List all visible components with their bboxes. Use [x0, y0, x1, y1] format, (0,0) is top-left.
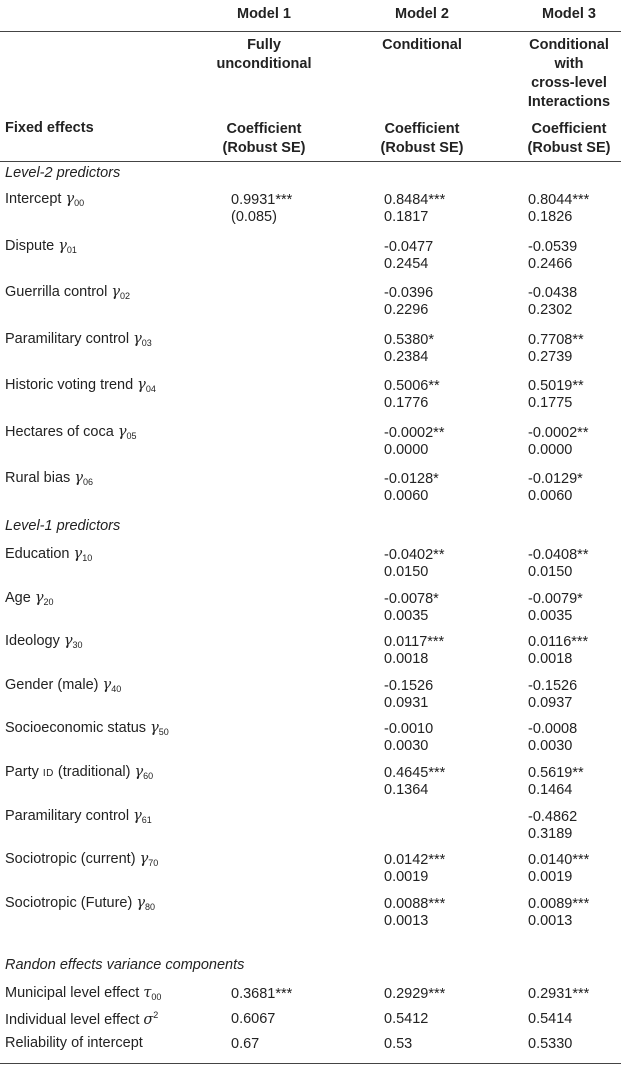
model-1-value: 0.6067 [231, 1011, 276, 1027]
model-2-value: 0.53 [384, 1036, 413, 1052]
value-line: 0.8044*** [528, 192, 590, 208]
symbol-subscript: 04 [145, 384, 156, 394]
value-line: 0.1775 [528, 395, 573, 411]
row-label: Dispute $\gamma_{01}$ [5, 237, 77, 255]
value-line: 0.5619** [528, 765, 584, 781]
model-3-value [528, 809, 577, 843]
symbol-subscript: 60 [143, 771, 154, 781]
row-label: Paramilitary control $\gamma_{03}$ [5, 330, 152, 348]
row-label: Sociotropic (current) $\gamma_{70}$ [5, 851, 159, 869]
row-label: Individual level effect $\sigma^2$ [5, 1010, 159, 1028]
model-3-value [528, 192, 589, 226]
model-3-value [528, 425, 588, 459]
symbol-subscript: 01 [66, 244, 77, 255]
row-label: Intercept $\gamma_{00}$ [5, 191, 85, 208]
model-1-description [214, 36, 314, 74]
value-line: -0.0396 [384, 285, 434, 301]
model-3-description [523, 36, 615, 112]
model-3-value: 0.2931*** [528, 986, 590, 1002]
value-line: 0.0035 [384, 607, 429, 624]
model-2-value [384, 721, 433, 755]
greek-symbol: γ [150, 720, 159, 737]
row-label: Sociotropic (Future) $\gamma_{80}$ [5, 894, 156, 912]
value-line: -0.0010 [384, 721, 434, 738]
model-3-desc-line: with [554, 56, 584, 72]
value-line: -0.0408** [528, 547, 589, 563]
bottom-rule [0, 1063, 621, 1064]
value-line: 0.0013 [384, 912, 429, 929]
value-line: -0.0402** [384, 547, 445, 563]
model-2-value [384, 547, 444, 581]
value-line: 0.2384 [384, 348, 429, 365]
greek-symbol: γ [117, 423, 127, 440]
model-3-desc-line: Conditional [529, 37, 609, 53]
fixed-effects-label: Fixed effects [5, 120, 94, 136]
value-line: 0.1817 [384, 209, 429, 225]
value-line: -0.0128* [384, 471, 439, 487]
model-2-value [384, 332, 434, 366]
symbol-superscript: 2 [153, 1010, 159, 1020]
row-label: Guerrilla control $\gamma_{02}$ [5, 284, 131, 301]
value-line: 0.0018 [528, 651, 573, 668]
value-line: 0.5380* [384, 331, 434, 348]
greek-symbol: σ [143, 1011, 154, 1028]
symbol-subscript: 06 [82, 477, 93, 487]
value-line: 0.0018 [384, 651, 429, 668]
model-2-value [384, 591, 439, 625]
greek-symbol: γ [102, 676, 112, 693]
value-line: 0.5019** [528, 378, 584, 394]
value-line: -0.1526 [528, 677, 578, 694]
row-label: Paramilitary control $\gamma_{61}$ [5, 807, 152, 825]
coef-label: Coefficient [531, 121, 607, 137]
model-2-value [384, 239, 433, 273]
model-2-value [384, 378, 440, 412]
value-line: 0.0000 [528, 441, 573, 458]
header-rule [0, 31, 621, 32]
model-3-value: 0.5414 [528, 1011, 573, 1027]
model-3-value: 0.5330 [528, 1036, 573, 1052]
value-line: 0.2739 [528, 348, 573, 365]
model-3-value [528, 896, 589, 930]
greek-symbol: γ [136, 894, 146, 911]
symbol-subscript: 50 [158, 727, 169, 738]
model-2-value [384, 634, 444, 668]
value-line: -0.0078* [384, 590, 439, 607]
value-line: 0.0117*** [384, 634, 445, 651]
model-3-header: Model 3 [542, 6, 596, 22]
section-level2: Level-2 predictors [5, 165, 121, 181]
row-label: Hectares of coca $\gamma_{05}$ [5, 423, 137, 441]
section-level1: Level-1 predictors [5, 518, 121, 534]
coef-label: Coefficient [384, 121, 460, 137]
greek-symbol: γ [134, 764, 144, 780]
value-line: 0.0019 [528, 869, 573, 886]
value-line: -0.4862 [528, 808, 578, 825]
symbol-subscript: 10 [82, 553, 93, 563]
model-2-value [384, 425, 444, 459]
coef-label: Coefficient [226, 121, 302, 137]
model-2-value [384, 471, 439, 505]
model-1-value: 0.3681*** [231, 986, 293, 1002]
model-3-value [528, 852, 589, 886]
row-label: Ideology $\gamma_{30}$ [5, 633, 83, 651]
value-line: -0.0129* [528, 471, 583, 487]
greek-symbol: γ [58, 237, 67, 254]
model-1-desc-line: unconditional [216, 56, 312, 72]
model-2-value [384, 285, 433, 319]
value-line: 0.0060 [528, 488, 573, 504]
model-1-desc-line: Fully [247, 37, 281, 53]
value-line: 0.3189 [528, 825, 573, 842]
value-line: -0.0477 [384, 238, 434, 255]
value-line: 0.0030 [528, 738, 573, 755]
symbol-subscript: 00 [74, 198, 85, 208]
value-line: 0.0142*** [384, 852, 446, 869]
value-line: -0.0079* [528, 590, 583, 607]
model-2-value: 0.2929*** [384, 986, 446, 1002]
greek-symbol: γ [133, 330, 142, 347]
value-line: 0.0030 [384, 738, 429, 755]
columns-rule [0, 161, 621, 162]
greek-symbol: γ [139, 851, 149, 868]
row-label: Rural bias $\gamma_{06}$ [5, 470, 93, 487]
value-line: 0.1364 [384, 782, 429, 798]
model-1-value [231, 192, 292, 226]
model-1-value: 0.67 [231, 1036, 260, 1052]
se-label: (Robust SE) [380, 140, 464, 156]
symbol-subscript: 03 [141, 337, 152, 348]
value-line: -0.0539 [528, 238, 578, 255]
value-line: -0.1526 [384, 677, 434, 694]
value-line: 0.0931 [384, 694, 429, 711]
greek-symbol: γ [63, 633, 73, 650]
model-2-value [384, 896, 445, 930]
model-3-value [528, 332, 584, 366]
value-line: 0.0035 [528, 607, 573, 624]
greek-symbol: γ [74, 470, 83, 486]
value-line: 0.7708** [528, 331, 584, 348]
model-3-value [528, 378, 584, 412]
symbol-subscript: 05 [126, 430, 137, 441]
symbol-subscript: 61 [141, 814, 152, 825]
model-3-value [528, 285, 577, 319]
symbol-subscript: 02 [120, 291, 131, 301]
value-line: 0.1776 [384, 395, 429, 411]
value-line: -0.0002** [528, 424, 589, 441]
symbol-subscript: 40 [111, 683, 122, 694]
row-label: Historic voting trend $\gamma_{04}$ [5, 377, 156, 394]
value-line: 0.2466 [528, 255, 573, 272]
model-3-value [528, 471, 583, 505]
symbol-subscript: 20 [43, 596, 54, 607]
value-line: -0.0438 [528, 285, 578, 301]
greek-symbol: γ [111, 284, 121, 300]
symbol-subscript: 80 [145, 901, 156, 912]
model-1-coef-header [214, 120, 314, 158]
greek-symbol: γ [65, 191, 75, 207]
greek-symbol: γ [133, 807, 142, 824]
value-line: 0.2302 [528, 302, 573, 318]
model-2-value [384, 765, 445, 799]
row-label: Party ID (traditional) $\gamma_{60}$ [5, 764, 154, 781]
model-2-desc-line: Conditional [382, 37, 462, 53]
greek-symbol: γ [73, 546, 83, 562]
model-3-value [528, 678, 577, 712]
row-label: Socioeconomic status $\gamma_{50}$ [5, 720, 169, 738]
value-line: 0.0089*** [528, 895, 590, 912]
value-line: 0.0140*** [528, 852, 590, 869]
value-line: 0.0150 [528, 564, 573, 580]
model-2-value: 0.5412 [384, 1011, 429, 1027]
model-1-header: Model 1 [237, 6, 291, 22]
value-line: 0.5006** [384, 378, 440, 394]
value-line: (0.085) [231, 209, 277, 225]
model-2-value [384, 678, 433, 712]
symbol-subscript: 70 [148, 858, 159, 869]
model-3-value [528, 239, 577, 273]
symbol-subscript: 00 [151, 992, 162, 1002]
value-line: 0.8484*** [384, 192, 446, 208]
model-3-value [528, 721, 577, 755]
model-3-value [528, 547, 588, 581]
value-line: 0.4645*** [384, 765, 446, 781]
se-label: (Robust SE) [222, 140, 306, 156]
value-line: 0.2454 [384, 255, 429, 272]
row-label: Municipal level effect $\tau_{00}$ [5, 985, 162, 1002]
value-line: 0.0088*** [384, 895, 446, 912]
se-label: (Robust SE) [527, 140, 611, 156]
value-line: -0.0002** [384, 424, 445, 441]
value-line: 0.0000 [384, 441, 429, 458]
model-3-value [528, 765, 584, 799]
model-2-description [374, 36, 470, 55]
model-3-value [528, 634, 588, 668]
value-line: -0.0008 [528, 721, 578, 738]
section-random: Randon effects variance components [5, 957, 245, 973]
value-line: 0.1826 [528, 209, 573, 225]
value-line: 0.0013 [528, 912, 573, 929]
value-line: 0.0019 [384, 869, 429, 886]
model-3-desc-line: Interactions [527, 94, 611, 110]
value-line: 0.9931*** [231, 192, 293, 208]
symbol-subscript: 30 [72, 640, 83, 651]
model-2-header: Model 2 [395, 6, 449, 22]
value-line: 0.2296 [384, 302, 429, 318]
party-id-abbrev: ID [42, 768, 54, 779]
value-line: 0.0116*** [528, 634, 589, 651]
model-3-desc-line: cross-level [531, 75, 607, 91]
value-line: 0.0150 [384, 564, 429, 580]
model-2-value [384, 192, 445, 226]
model-3-value [528, 591, 583, 625]
value-line: 0.1464 [528, 782, 573, 798]
value-line: 0.0937 [528, 694, 573, 711]
model-2-value [384, 852, 445, 886]
row-label: Age $\gamma_{20}$ [5, 589, 54, 607]
greek-symbol: γ [137, 377, 146, 393]
greek-symbol: γ [34, 589, 44, 606]
value-line: 0.0060 [384, 488, 429, 504]
model-2-coef-header [374, 120, 470, 158]
model-3-coef-header [523, 120, 615, 158]
row-label: Gender (male) $\gamma_{40}$ [5, 676, 122, 694]
greek-symbol: τ [143, 985, 152, 1001]
row-label: Reliability of intercept [5, 1035, 143, 1051]
row-label: Education $\gamma_{10}$ [5, 546, 93, 563]
